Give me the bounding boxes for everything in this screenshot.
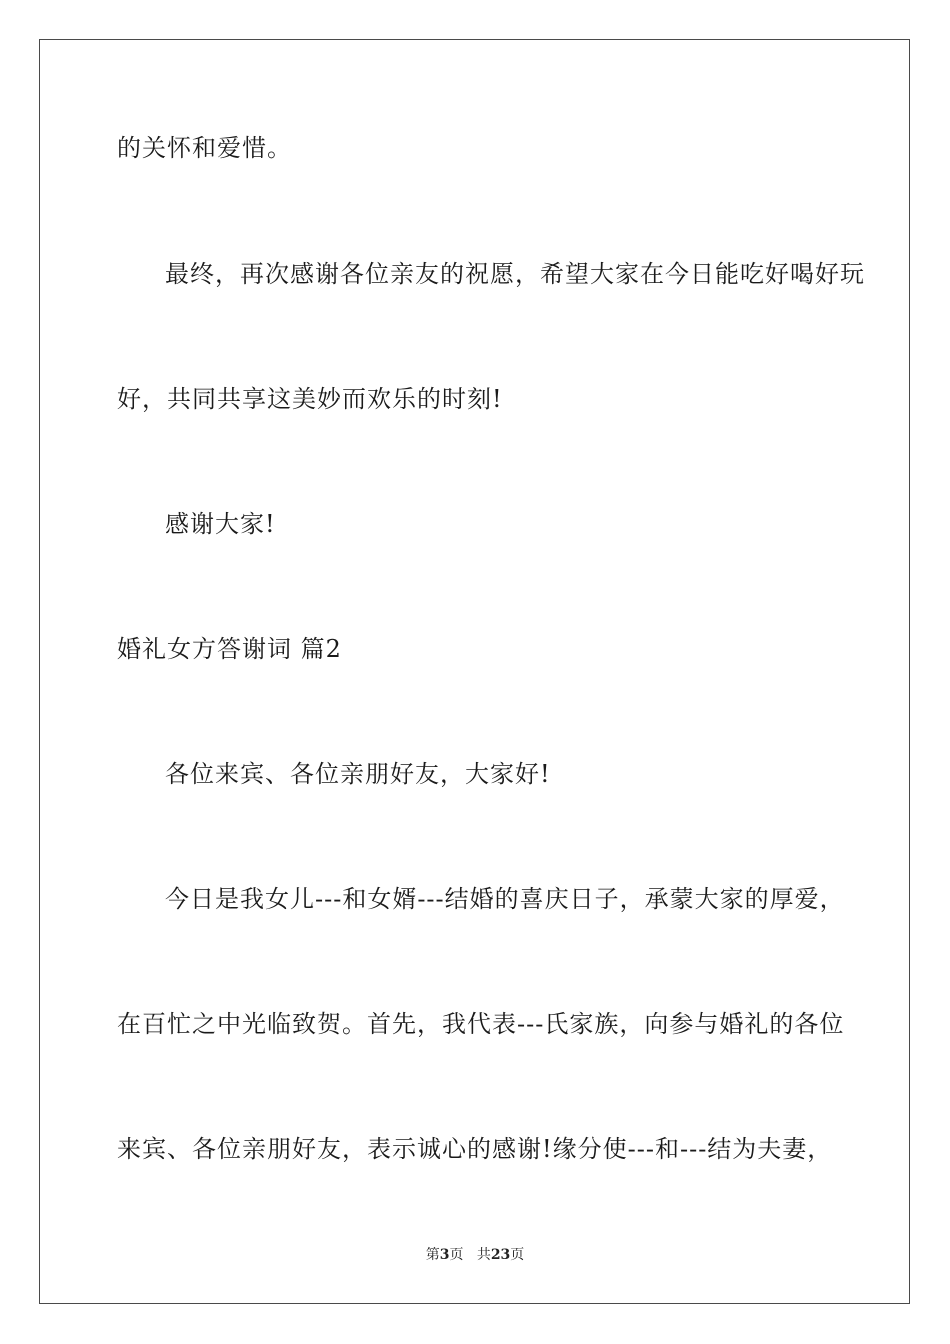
page-footer (0, 1246, 950, 1264)
footer-total-suffix: 页 (510, 1247, 525, 1263)
page-border (39, 39, 910, 1304)
paragraph-line-7: 今日是我女儿---和女婿---结婚的喜庆日子，承蒙大家的厚爱， (165, 885, 845, 913)
section-heading: 婚礼女方答谢词 篇2 (117, 635, 342, 663)
paragraph-line-6: 各位来宾、各位亲朋好友，大家好! (165, 760, 551, 788)
footer-page-prefix: 第 (425, 1247, 440, 1263)
paragraph-line-4: 感谢大家! (165, 510, 276, 538)
paragraph-line-3: 好，共同共享这美妙而欢乐的时刻! (117, 385, 503, 413)
paragraph-line-9: 来宾、各位亲朋好友，表示诚心的感谢!缘分使---和---结为夫妻， (117, 1135, 833, 1163)
footer-page-number: 3 (439, 1247, 450, 1263)
paragraph-line-1: 的关怀和爱惜。 (117, 134, 292, 162)
footer-total-pages: 23 (490, 1247, 511, 1263)
footer-page-suffix: 页 (449, 1247, 464, 1263)
footer-total-prefix: 共 (476, 1247, 491, 1263)
paragraph-line-8: 在百忙之中光临致贺。首先，我代表---氏家族，向参与婚礼的各位 (117, 1010, 845, 1038)
paragraph-line-2: 最终，再次感谢各位亲友的祝愿，希望大家在今日能吃好喝好玩 (165, 260, 865, 288)
